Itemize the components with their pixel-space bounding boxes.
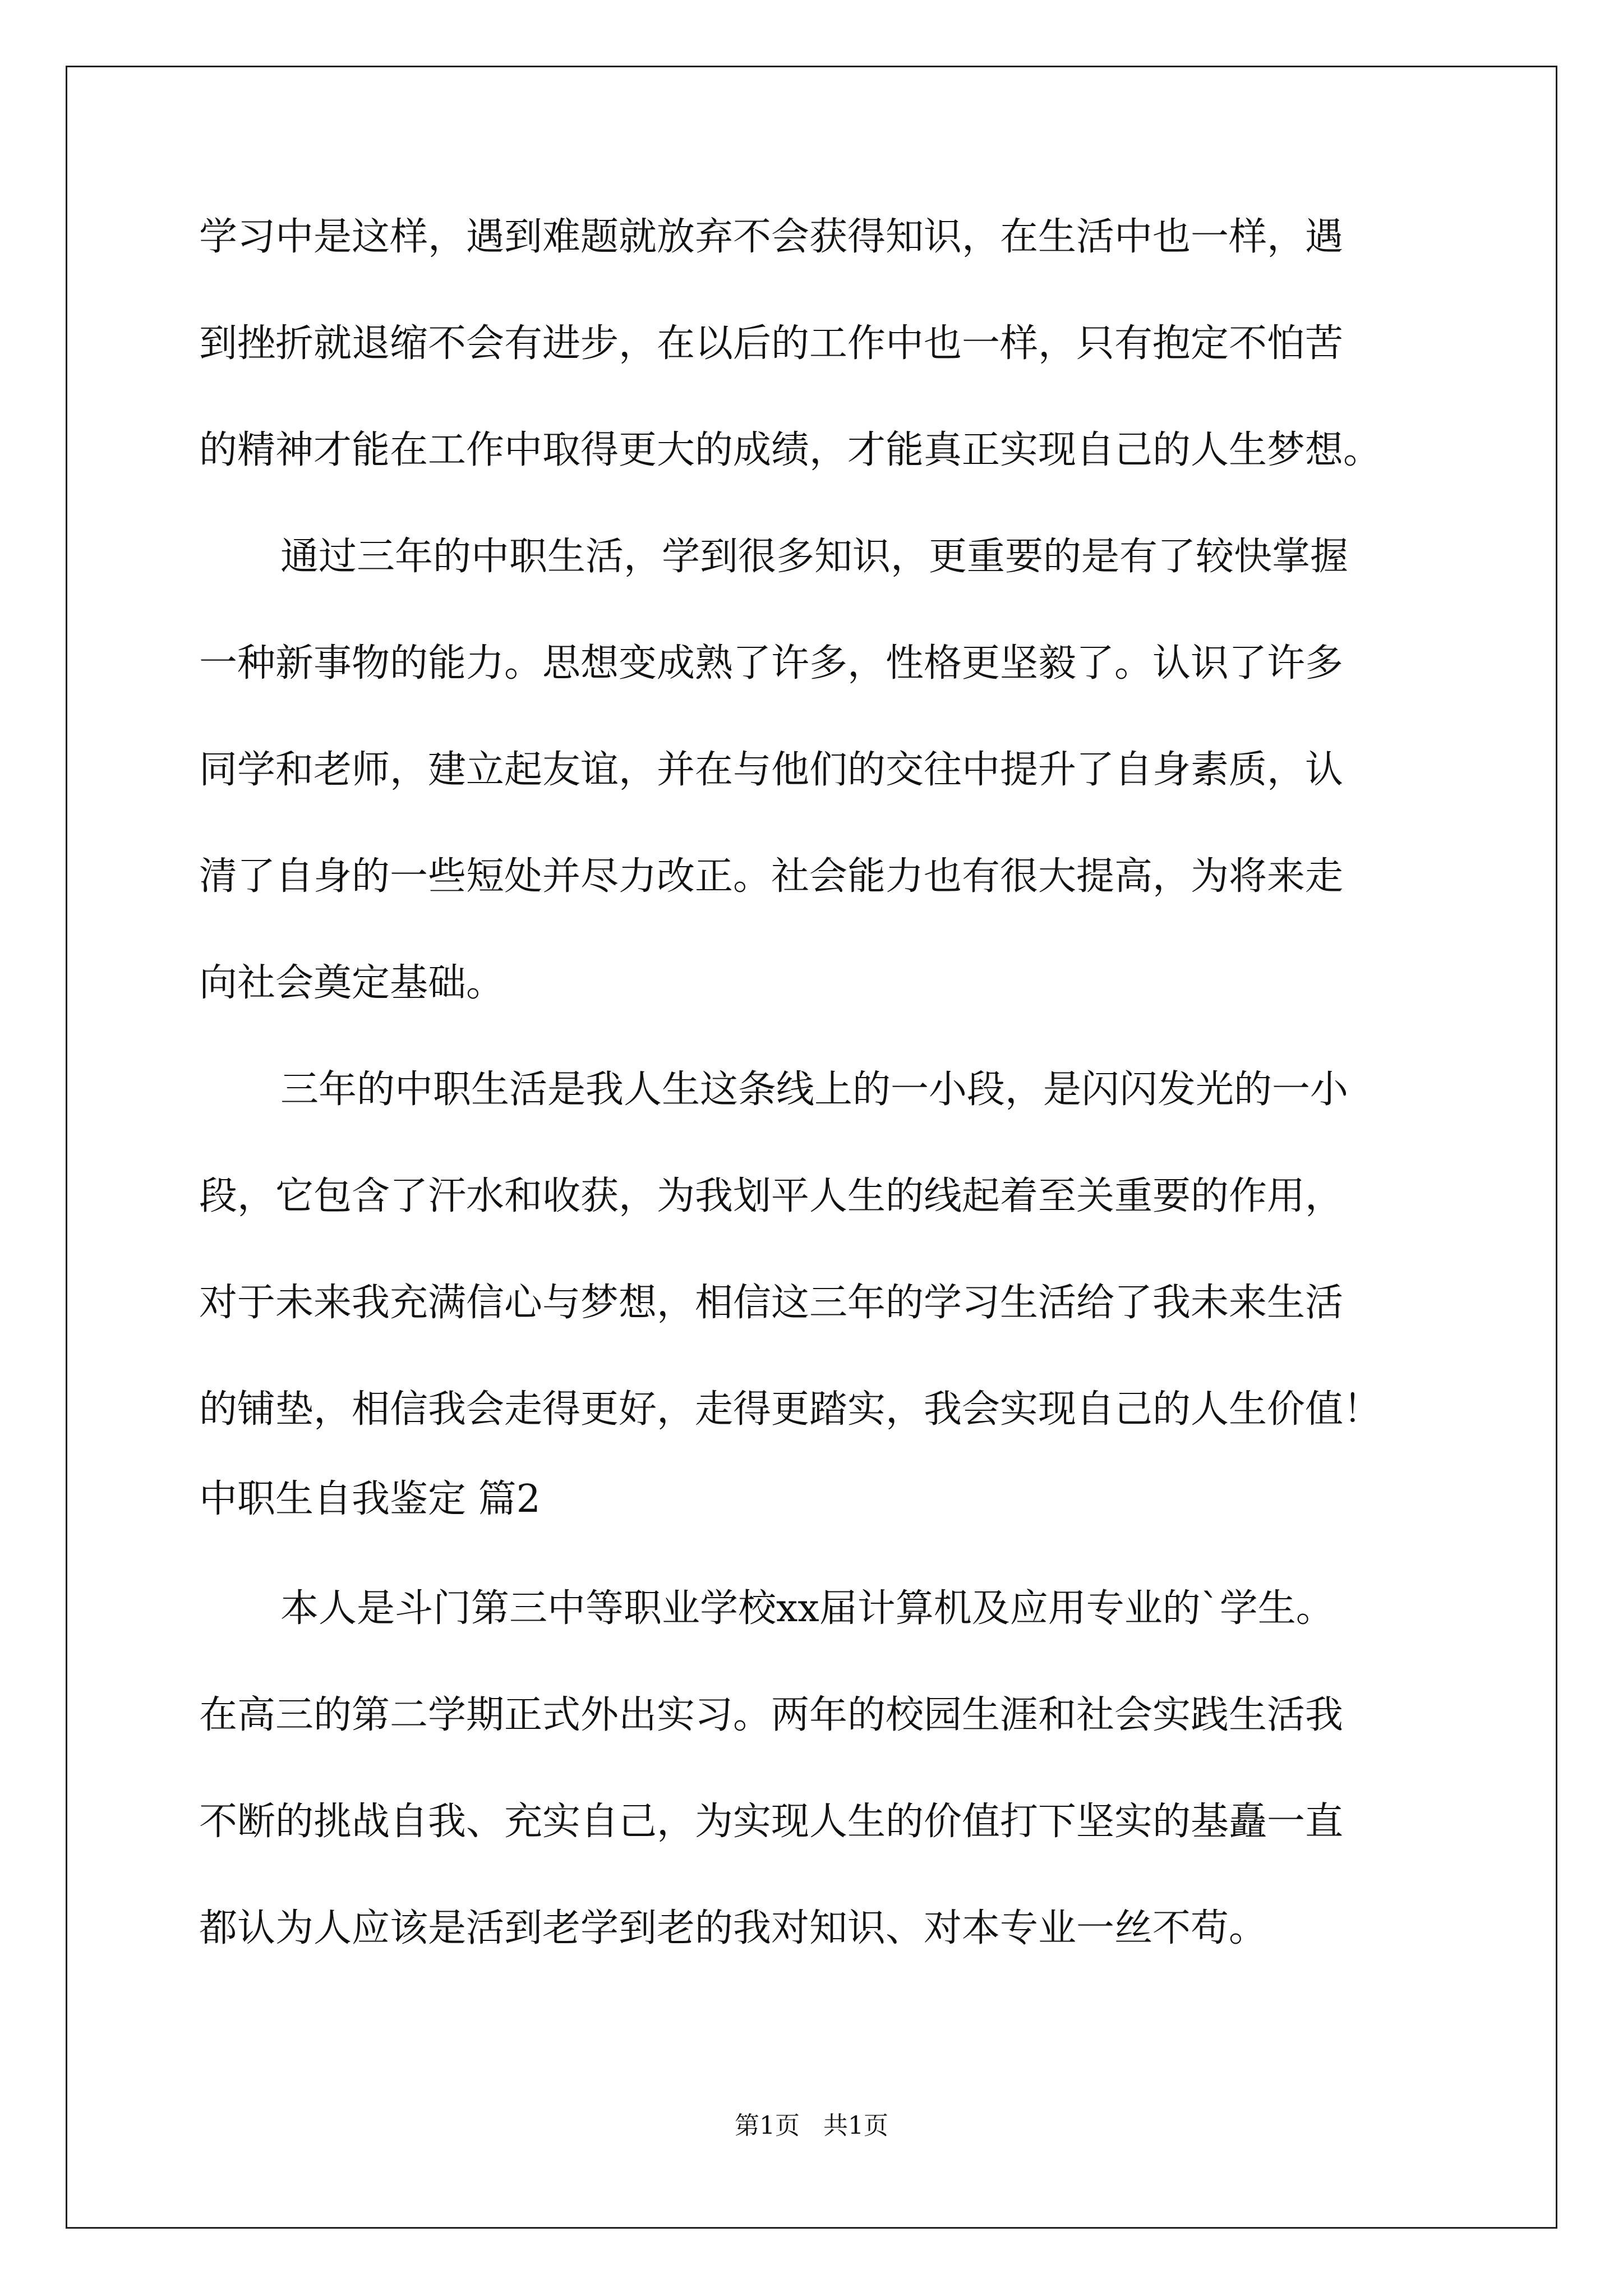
text-line: 的精神才能在工作中取得更大的成绩，才能真正实现自己的人生梦想。: [199, 428, 1382, 472]
text-line: 学习中是这样，遇到难题就放弃不会获得知识，在生活中也一样，遇: [199, 215, 1344, 259]
text-line: 到挫折就退缩不会有进步，在以后的工作中也一样，只有抱定不怕苦: [199, 321, 1344, 366]
text-line: 一种新事物的能力。思想变成熟了许多，性格更坚毅了。认识了许多: [199, 641, 1344, 685]
text-line: 在高三的第二学期正式外出实习。两年的校园生涯和社会实践生活我: [199, 1693, 1344, 1737]
text-line: 清了自身的一些短处并尽力改正。社会能力也有很大提高，为将来走: [199, 854, 1344, 899]
text-line: 段，它包含了汗水和收获，为我划平人生的线起着至关重要的作用，: [199, 1174, 1344, 1218]
text-line: 同学和老师，建立起友谊，并在与他们的交往中提升了自身素质，认: [199, 748, 1344, 792]
section-heading: 中职生自我鉴定 篇2: [199, 1477, 541, 1521]
text-line: 不断的挑战自我、充实自己，为实现人生的价值打下坚实的基矗一直: [199, 1800, 1344, 1844]
paragraph-start-line: 三年的中职生活是我人生这条线上的一小段，是闪闪发光的一小: [280, 1068, 1349, 1112]
paragraph-start-line: 通过三年的中职生活，学到很多知识，更重要的是有了较快掌握: [280, 535, 1349, 579]
text-line: 对于未来我充满信心与梦想，相信这三年的学习生活给了我未来生活: [199, 1281, 1344, 1325]
text-line: 都认为人应该是活到老学到老的我对知识、对本专业一丝不苟。: [199, 1906, 1267, 1950]
text-line: 的铺垫，相信我会走得更好，走得更踏实，我会实现自己的人生价值！: [199, 1387, 1382, 1432]
paragraph-start-line: 本人是斗门第三中等职业学校xx届计算机及应用专业的`学生。: [280, 1586, 1334, 1631]
text-line: 向社会奠定基础。: [199, 961, 505, 1005]
page-footer: 第1页 共1页: [735, 2111, 888, 2140]
